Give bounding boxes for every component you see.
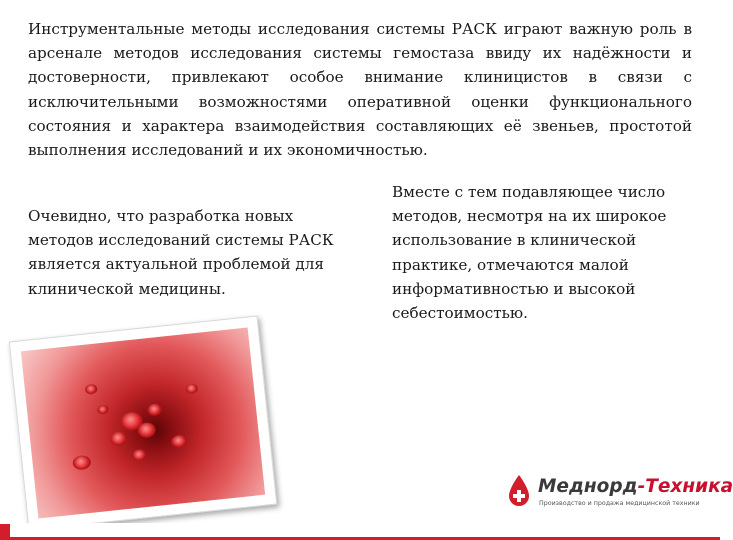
company-logo [506,468,733,514]
blood-cell [97,405,109,415]
blood-cell [72,455,91,471]
blood-cell [137,422,156,439]
blood-cell [132,449,147,461]
blood-cell [85,384,98,395]
blood-cells-photo [21,328,265,519]
blood-cell [110,431,127,447]
blood-drop-icon [506,474,532,508]
logo-name-part2: -Техника [637,476,733,497]
right-paragraph: Вместе с тем подавляющее число методов, несмотря на их широкое использование в клинической практике, отмечаются малой информативностью и высокой себестоимостью. [392,183,667,323]
bottom-accent-bar [0,523,720,540]
intro-paragraph: Инструментальные методы исследования системы РАСК играют важную роль в арсенале методов исследования системы гемостаза ввиду их надёжности и достоверности, привлекают особое внимание клиницистов в связи с исключительными возможностями оперативной оценки функционального состояния и характера взаимодействия составляющих её звеньев, простотой выполнения исследований и их экономичностью. [28,20,692,160]
logo-tagline: Производство и продажа медицинской техники [539,500,700,507]
logo-name [538,476,733,497]
left-paragraph: Очевидно, что разработка новых методов исследований системы РАСК является актуальной проблемой для клинической медицины. [28,207,334,298]
blood-cell [171,435,188,449]
logo-name-part1: Меднорд [538,476,638,497]
blood-cells-photo-frame [9,315,277,530]
blood-cell [147,403,162,416]
blood-cell [185,383,198,394]
bottom-accent-block [0,524,10,540]
